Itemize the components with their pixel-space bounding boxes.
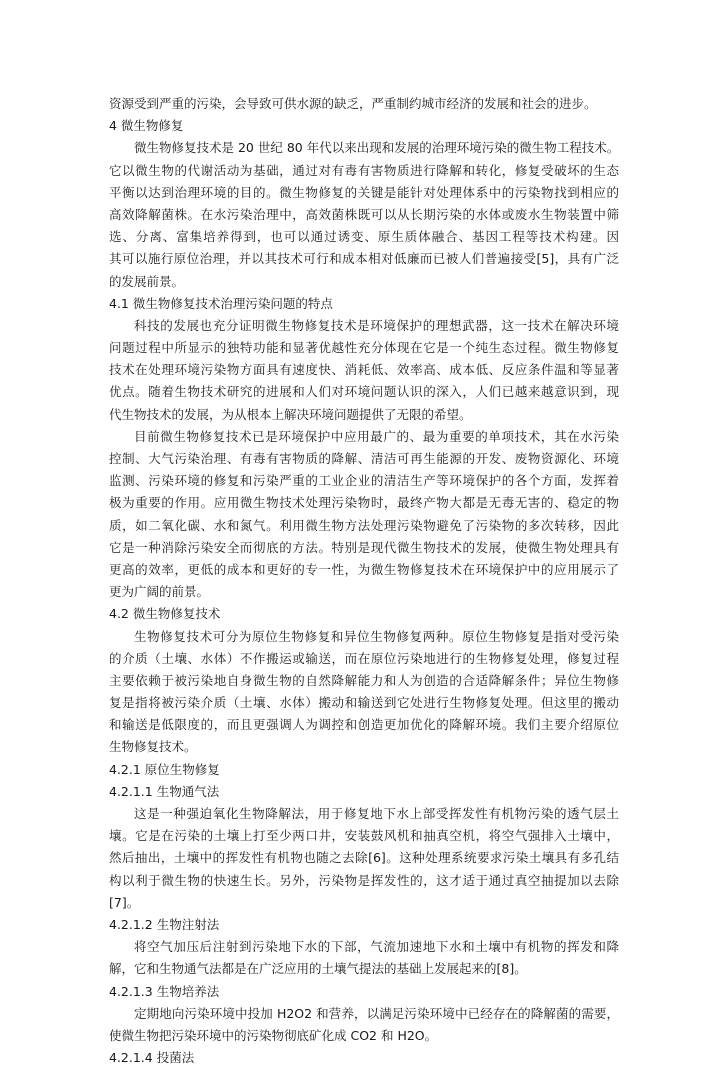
text-line: 的介质（土壤、水体）不作搬运或输送，而在原位污染地进行的生物修复处理，修复过程 bbox=[109, 650, 619, 666]
text-line: 这是一种强迫氧化生物降解法，用于修复地下水上部受挥发性有机物污染的透气层土 bbox=[134, 806, 619, 821]
text-line: 平衡以达到治理环境的目的。微生物修复的关键是能针对处理体系中的污染物找到相应的 bbox=[109, 184, 619, 200]
section-heading: 4 微生物修复 bbox=[109, 118, 184, 134]
section-heading: 4.1 微生物修复技术治理污染问题的特点 bbox=[109, 295, 333, 311]
text-line: 代生物技术的发展，为从根本上解决环境问题提供了无限的希望。 bbox=[109, 406, 472, 422]
text-line: 其可以施行原位治理，并以其技术可行和成本相对低廉而已被人们普遍接受[5]，具有广泛 bbox=[109, 251, 619, 267]
text-line: 更为广阔的前景。 bbox=[109, 584, 210, 600]
text-line: 壤。它是在污染的土壤上打至少两口井，安装鼓风机和抽真空机，将空气强排入土壤中， bbox=[109, 828, 619, 844]
text-line: 定期地向污染环境中投加 H2O2 和营养，以满足污染环境中已经存在的降解菌的需要， bbox=[134, 1005, 619, 1021]
text-line: 高效降解菌株。在水污染治理中，高效菌株既可以从长期污染的水体或废水生物装置中筛 bbox=[109, 206, 619, 222]
section-heading: 4.2.1.1 生物通气法 bbox=[109, 783, 220, 799]
text-line: 问题过程中所显示的独特功能和显著优越性充分体现在它是一个纯生态过程。微生物修复 bbox=[109, 340, 619, 356]
text-line: 极为重要的作用。应用微生物技术处理污染物时，最终产物大都是无毒无害的、稳定的物 bbox=[109, 495, 619, 511]
text-line: 资源受到严重的污染，会导致可供水源的缺乏，严重制约城市经济的发展和社会的进步。 bbox=[109, 96, 597, 111]
section-heading: 4.2.1.4 投菌法 bbox=[109, 1050, 195, 1066]
text-line: 解，它和生物通气法都是在广泛应用的土壤气提法的基础上发展起来的[8]。 bbox=[109, 961, 527, 977]
text-line: 目前微生物修复技术已是环境保护中应用最广的、最为重要的单项技术，其在水污染 bbox=[134, 428, 619, 444]
section-heading: 4.2.1 原位生物修复 bbox=[109, 761, 220, 777]
text-line: 微生物修复技术是 20 世纪 80 年代以来出现和发展的治理环境污染的微生物工程技术。 bbox=[134, 140, 619, 156]
section-heading: 4.2.1.2 生物注射法 bbox=[109, 916, 220, 932]
text-line: 科技的发展也充分证明微生物修复技术是环境保护的理想武器，这一技术在解决环境 bbox=[134, 317, 619, 333]
text-line: 将空气加压后注射到污染地下水的下部，气流加速地下水和土壤中有机物的挥发和降 bbox=[134, 939, 619, 955]
section-heading: 4.2 微生物修复技术 bbox=[109, 606, 221, 622]
text-line: [7]。 bbox=[109, 894, 140, 910]
text-line: 它以微生物的代谢活动为基础，通过对有毒有害物质进行降解和转化，修复受破坏的生态 bbox=[109, 162, 619, 178]
text-line: 它是一种消除污染安全而彻底的方法。特别是现代微生物技术的发展，使微生物处理具有 bbox=[109, 539, 619, 555]
text-line: 主要依赖于被污染地自身微生物的自然降解能力和人为创造的合适降解条件；异位生物修 bbox=[109, 672, 619, 688]
text-line: 更高的效率，更低的成本和更好的专一性，为微生物修复技术在环境保护中的应用展示了 bbox=[109, 561, 619, 577]
text-line: 构以利于微生物的快速生长。另外，污染物是挥发性的，这才适于通过真空抽提加以去除 bbox=[109, 872, 619, 888]
text-line: 优点。随着生物技术研究的进展和人们对环境问题认识的深入，人们已越来越意识到，现 bbox=[109, 384, 619, 400]
document-page bbox=[109, 93, 619, 1069]
text-line: 生物修复技术可分为原位生物修复和异位生物修复两种。原位生物修复是指对受污染 bbox=[134, 628, 619, 644]
text-line: 选、分离、富集培养得到，也可以通过诱变、原生质体融合、基因工程等技术构建。因 bbox=[109, 229, 619, 245]
text-line: 生物修复技术。 bbox=[109, 739, 197, 755]
text-line: 质，如二氧化碳、水和氮气。利用微生物方法处理污染物避免了污染物的多次转移，因此 bbox=[109, 517, 619, 533]
text-line: 然后抽出，土壤中的挥发性有机物也随之去除[6]。这种处理系统要求污染土壤具有多孔结 bbox=[109, 850, 619, 866]
text-line: 监测、污染环境的修复和污染严重的工业企业的清洁生产等环境保护的各个方面，发挥着 bbox=[109, 473, 619, 489]
text-line: 的发展前景。 bbox=[109, 273, 185, 289]
text-line: 使微生物把污染环境中的污染物彻底矿化成 CO2 和 H2O。 bbox=[109, 1027, 438, 1043]
text-line: 复是指将被污染介质（土壤、水体）搬动和输送到它处进行生物修复处理。但这里的搬动 bbox=[109, 695, 619, 711]
text-line: 控制、大气污染治理、有毒有害物质的降解、清洁可再生能源的开发、废物资源化、环境 bbox=[109, 451, 619, 466]
text-line: 技术在处理环境污染物方面具有速度快、消耗低、效率高、成本低、反应条件温和等显著 bbox=[109, 362, 619, 378]
section-heading: 4.2.1.3 生物培养法 bbox=[109, 983, 220, 999]
text-line: 和输送是低限度的，而且更强调人为调控和创造更加优化的降解环境。我们主要介绍原位 bbox=[109, 717, 619, 733]
